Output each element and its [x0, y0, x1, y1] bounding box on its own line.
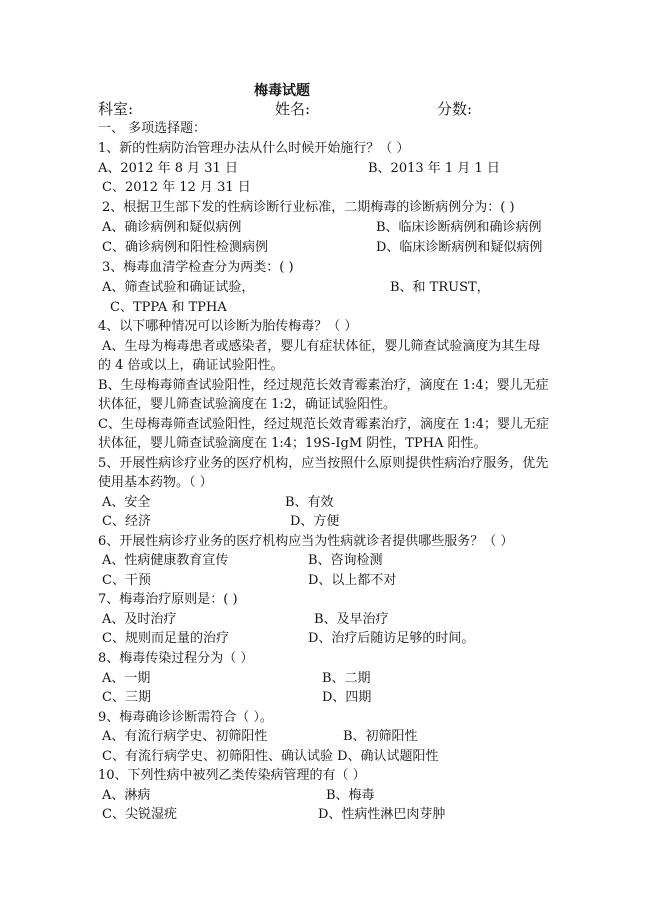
q8-option-b: B、二期: [322, 671, 371, 686]
page-title: 梅毒试题: [254, 83, 310, 99]
q6-option-c: C、干预: [102, 573, 151, 588]
q2-option-c: C、确诊病例和阳性检测病例: [102, 240, 268, 255]
q4-option-c-line1: C、生母梅毒筛查试验阳性，经过规范长效青霉素治疗，滴度在 1:4；婴儿无症: [98, 417, 550, 432]
question-5-line1: 5、开展性病诊疗业务的医疗机构，应当按照什么原则提供性病治疗服务，优先: [98, 456, 549, 471]
score-label: 分数:: [437, 100, 473, 118]
question-3: 3、梅毒血清学检查分为两类：( ): [102, 260, 294, 275]
q7-option-d: D、治疗后随访足够的时间。: [308, 631, 475, 646]
question-10: 10、下列性病中被列乙类传染病管理的有（ ）: [98, 768, 366, 783]
q2-option-b: B、临床诊断病例和确诊病例: [376, 220, 542, 235]
question-9: 9、梅毒确诊诊断需符合（ ）。: [98, 710, 273, 725]
q3-option-b: B、和 TRUST，: [390, 280, 490, 295]
q6-option-b: B、咨询检测: [308, 553, 383, 568]
q1-option-c: C、2012 年 12 月 31 日: [102, 180, 251, 195]
q10-option-b: B、梅毒: [326, 788, 375, 803]
question-8: 8、梅毒传染过程分为（ ）: [98, 651, 254, 666]
name-label: 姓名:: [275, 100, 311, 118]
question-7: 7、梅毒治疗原则是：( ): [98, 592, 238, 607]
q10-option-d: D、性病性淋巴肉芽肿: [318, 807, 446, 822]
question-4: 4、以下哪种情况可以诊断为胎传梅毒？（ ）: [98, 319, 358, 334]
q4-option-b-line2: 状体征，婴儿筛查试验滴度在 1:2，确证试验阳性。: [98, 397, 397, 412]
section-heading: 一、 多项选择题：: [98, 121, 207, 136]
q5-option-a: A、安全: [102, 495, 151, 510]
question-6: 6、开展性病诊疗业务的医疗机构应当为性病就诊者提供哪些服务？（ ）: [98, 534, 514, 549]
question-1: 1、新的性病防治管理办法从什么时候开始施行？（ ）: [98, 141, 410, 156]
q2-option-a: A、确诊病例和疑似病例: [102, 220, 242, 235]
q3-option-a: A、筛查试验和确证试验，: [102, 280, 255, 295]
q7-option-b: B、及早治疗: [314, 612, 389, 627]
q4-option-a-line2: 的 4 倍或以上，确证试验阳性。: [98, 358, 284, 373]
q9-option-c: C、有流行病学史、初筛阳性、确认试验 D、确认试题阳性: [102, 749, 439, 764]
q5-option-d: D、方便: [290, 514, 340, 529]
q5-option-b: B、有效: [285, 495, 334, 510]
q10-option-a: A、淋病: [102, 788, 151, 803]
department-label: 科室:: [98, 100, 134, 118]
question-2: 2、根据卫生部下发的性病诊断行业标准，二期梅毒的诊断病例分为：( ): [102, 200, 515, 215]
q4-option-a-line1: A、生母为梅毒患者或感染者，婴儿有症状体征，婴儿筛查试验滴度为其生母: [102, 339, 541, 354]
q2-option-d: D、临床诊断病例和疑似病例: [376, 240, 543, 255]
q1-option-b: B、2013 年 1 月 1 日: [368, 161, 500, 176]
q1-option-a: A、2012 年 8 月 31 日: [98, 161, 238, 176]
q5-option-c: C、经济: [102, 514, 151, 529]
q8-option-a: A、一期: [102, 671, 151, 686]
q9-option-a: A、有流行病学史、初筛阳性: [102, 729, 268, 744]
q8-option-c: C、三期: [102, 690, 151, 705]
q7-option-a: A、及时治疗: [102, 612, 177, 627]
q7-option-c: C、规则而足量的治疗: [102, 631, 229, 646]
question-5-line2: 使用基本药物。（ ）: [98, 475, 213, 490]
q6-option-d: D、以上都不对: [308, 573, 397, 588]
q9-option-b: B、初筛阳性: [343, 729, 418, 744]
q4-option-c-line2: 状体征，婴儿筛查试验滴度在 1:4；19S-IgM 阴性，TPHA 阳性。: [98, 436, 487, 451]
q4-option-b-line1: B、生母梅毒筛查试验阳性，经过规范长效青霉素治疗，滴度在 1:4；婴儿无症: [98, 378, 549, 393]
q6-option-a: A、性病健康教育宣传: [102, 553, 229, 568]
q3-option-c: C、TPPA 和 TPHA: [110, 300, 227, 315]
q8-option-d: D、四期: [322, 690, 372, 705]
q10-option-c: C、尖锐湿疣: [102, 807, 177, 822]
